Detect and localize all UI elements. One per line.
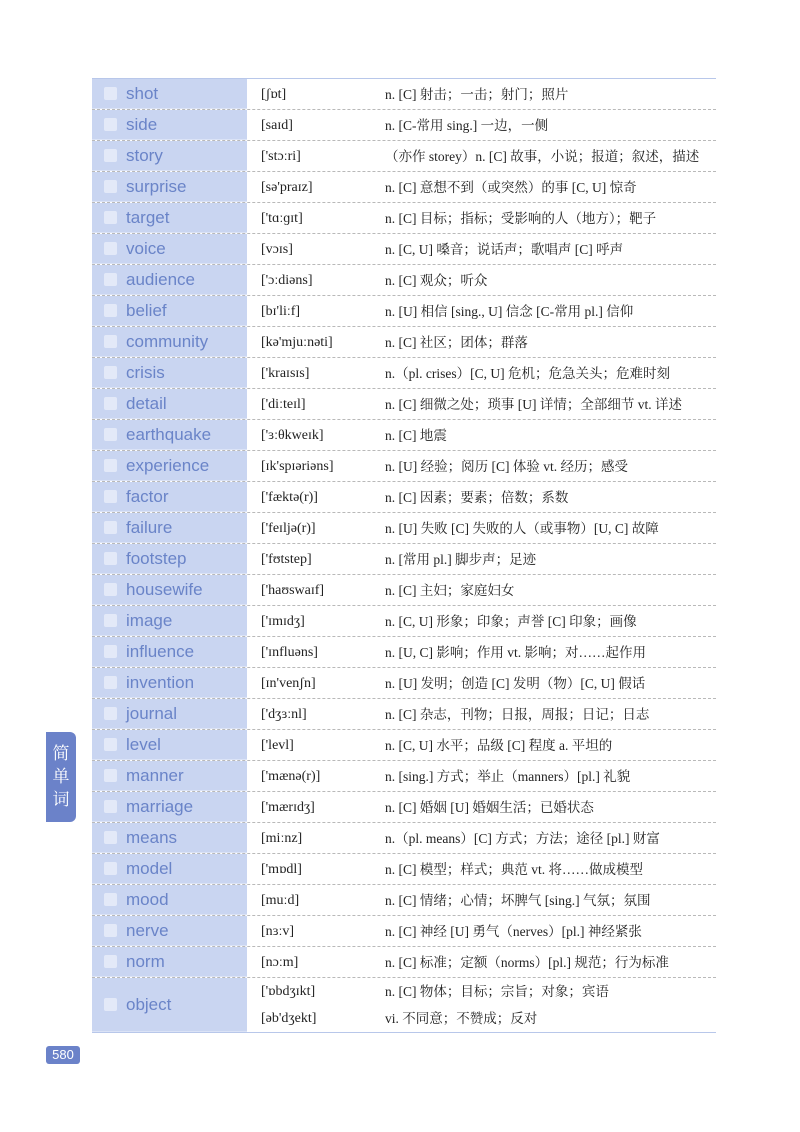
vocab-word: factor: [126, 486, 169, 506]
phonetic-cell: [247, 761, 377, 791]
vocab-word: target: [126, 207, 170, 227]
phonetic: ['kraɪsɪs]: [261, 365, 310, 381]
definition-cell: [377, 792, 716, 822]
phonetic-cell: [247, 79, 377, 109]
phonetic: ['ɪmɪdʒ]: [261, 613, 305, 629]
definition-cell: [377, 885, 716, 915]
definition: n. [C] 神经 [U] 勇气（nerves）[pl.] 神经紧张: [385, 923, 642, 939]
vocab-row: [92, 110, 716, 141]
definition: n. [C, U] 形象；印象；声誉 [C] 印象；画像: [385, 613, 637, 629]
phonetic: ['tɑːɡɪt]: [261, 210, 303, 226]
checkbox-icon[interactable]: [104, 366, 117, 379]
vocab-word: nerve: [126, 920, 169, 940]
vocab-row: [92, 885, 716, 916]
checkbox-icon[interactable]: [104, 521, 117, 534]
section-tab-char: 简: [52, 743, 70, 764]
word-cell: [92, 420, 247, 450]
vocab-row: [92, 575, 716, 606]
phonetic-cell: [247, 203, 377, 233]
word-cell: [92, 110, 247, 140]
checkbox-icon[interactable]: [104, 998, 117, 1011]
section-tab-char: 单: [52, 766, 70, 787]
phonetic-cell: [247, 420, 377, 450]
vocab-row: [92, 172, 716, 203]
word-cell: [92, 544, 247, 574]
definition: n. [U] 经验；阅历 [C] 体验 vt. 经历；感受: [385, 458, 628, 474]
word-cell: [92, 79, 247, 109]
phonetic-cell: [247, 823, 377, 853]
definition-cell: [377, 730, 716, 760]
definition-cell: [377, 358, 716, 388]
vocab-row: [92, 482, 716, 513]
definition-cell: [377, 172, 716, 202]
vocab-row: [92, 637, 716, 668]
definition-cell: [377, 389, 716, 419]
checkbox-icon[interactable]: [104, 490, 117, 503]
word-cell: [92, 947, 247, 977]
phonetic: [bɪ'liːf]: [261, 303, 301, 319]
word-cell: [92, 234, 247, 264]
vocab-word: norm: [126, 951, 165, 971]
checkbox-icon[interactable]: [104, 583, 117, 596]
vocab-word: housewife: [126, 579, 203, 599]
phonetic-cell: [247, 916, 377, 946]
definition-cell: [377, 637, 716, 667]
phonetic: ['mænə(r)]: [261, 768, 321, 784]
vocab-row: [92, 668, 716, 699]
phonetic-cell: [247, 978, 377, 1032]
word-cell: [92, 358, 247, 388]
definition: n. [C, U] 水平；品级 [C] 程度 a. 平坦的: [385, 737, 613, 753]
definition-cell: [377, 606, 716, 636]
definition-cell: [377, 854, 716, 884]
definition: n. [U] 失败 [C] 失败的人（或事物）[U, C] 故障: [385, 520, 659, 536]
definition: n. [sing.] 方式；举止（manners）[pl.] 礼貌: [385, 768, 631, 784]
vocab-row: [92, 389, 716, 420]
definition: n. [C] 物体；目标；宗旨；对象；宾语: [385, 984, 609, 999]
vocab-row: [92, 761, 716, 792]
vocab-word: footstep: [126, 548, 187, 568]
checkbox-icon[interactable]: [104, 707, 117, 720]
checkbox-icon[interactable]: [104, 459, 117, 472]
vocab-word: image: [126, 610, 173, 630]
definition: n. [C, U] 嗓音；说话声；歌唱声 [C] 呼声: [385, 241, 624, 257]
definition: n.（pl. means）[C] 方式；方法；途径 [pl.] 财富: [385, 830, 660, 846]
definition-cell: [377, 265, 716, 295]
vocab-row: [92, 854, 716, 885]
vocab-word: side: [126, 114, 158, 134]
vocab-row: [92, 544, 716, 575]
phonetic-cell: [247, 451, 377, 481]
vocab-word: belief: [126, 300, 167, 320]
word-cell: [92, 699, 247, 729]
definition: n. [C] 情绪；心情；坏脾气 [sing.] 气氛；氛围: [385, 892, 651, 908]
phonetic-cell: [247, 699, 377, 729]
vocab-row: [92, 699, 716, 730]
word-cell: [92, 203, 247, 233]
phonetic-cell: [247, 544, 377, 574]
vocab-word: mood: [126, 889, 169, 909]
phonetic-cell: [247, 668, 377, 698]
checkbox-icon[interactable]: [104, 862, 117, 875]
definition: n. [常用 pl.] 脚步声；足迹: [385, 551, 537, 567]
vocab-row: [92, 451, 716, 482]
vocab-word: audience: [126, 269, 196, 289]
word-cell: [92, 172, 247, 202]
vocab-word: earthquake: [126, 424, 212, 444]
word-cell: [92, 854, 247, 884]
phonetic-cell: [247, 947, 377, 977]
checkbox-icon[interactable]: [104, 893, 117, 906]
definition-cell: [377, 451, 716, 481]
word-cell: [92, 265, 247, 295]
definition-cell: [377, 823, 716, 853]
phonetic: ['stɔːri]: [261, 148, 301, 164]
phonetic: ['feɪljə(r)]: [261, 520, 316, 536]
phonetic: [ɪn'venʃn]: [261, 675, 316, 691]
vocab-word: invention: [126, 672, 195, 692]
checkbox-icon[interactable]: [104, 242, 117, 255]
definition: n.（pl. crises）[C, U] 危机；危急关头；危难时刻: [385, 365, 670, 381]
checkbox-icon[interactable]: [104, 118, 117, 131]
phonetic: [vɔɪs]: [261, 241, 293, 257]
phonetic: ['fæktə(r)]: [261, 489, 318, 505]
word-cell: [92, 792, 247, 822]
word-cell: [92, 296, 247, 326]
word-cell: [92, 606, 247, 636]
phonetic-cell: [247, 482, 377, 512]
vocab-row: [92, 296, 716, 327]
phonetic: ['levl]: [261, 737, 294, 753]
phonetic: [nɜːv]: [261, 923, 295, 939]
definition: n. [U, C] 影响；作用 vt. 影响；对……起作用: [385, 644, 646, 660]
vocab-word: means: [126, 827, 178, 847]
vocab-row: [92, 358, 716, 389]
definition-cell: [377, 761, 716, 791]
definition: n. [C] 地震: [385, 427, 447, 443]
phonetic: ['haʊswaɪf]: [261, 582, 325, 598]
vocab-row: [92, 978, 716, 1032]
phonetic-cell: [247, 141, 377, 171]
vocab-word: crisis: [126, 362, 165, 382]
checkbox-icon[interactable]: [104, 397, 117, 410]
word-cell: [92, 327, 247, 357]
word-cell: [92, 823, 247, 853]
vocab-word: detail: [126, 393, 167, 413]
phonetic: [saɪd]: [261, 117, 293, 133]
word-cell: [92, 668, 247, 698]
phonetic-cell: [247, 296, 377, 326]
phonetic: [əb'dʒekt]: [261, 1011, 317, 1026]
phonetic: ['mɒdl]: [261, 861, 302, 877]
definition-cell: [377, 668, 716, 698]
definition-cell: [377, 916, 716, 946]
checkbox-icon[interactable]: [104, 335, 117, 348]
section-tab: [46, 732, 76, 822]
word-cell: [92, 885, 247, 915]
phonetic-cell: [247, 730, 377, 760]
vocab-word: surprise: [126, 176, 187, 196]
definition: n. [U] 相信 [sing., U] 信念 [C-常用 pl.] 信仰: [385, 303, 634, 319]
vocab-word: level: [126, 734, 161, 754]
phonetic-cell: [247, 110, 377, 140]
phonetic: [miːnz]: [261, 830, 303, 846]
vocab-row: [92, 513, 716, 544]
phonetic: [ʃɒt]: [261, 86, 287, 102]
definition-cell: [377, 544, 716, 574]
vocab-word: community: [126, 331, 209, 351]
checkbox-icon[interactable]: [104, 273, 117, 286]
definition-cell: [377, 420, 716, 450]
definition: n. [U] 发明；创造 [C] 发明（物）[C, U] 假话: [385, 675, 646, 691]
definition: n. [C] 细微之处；琐事 [U] 详情；全部细节 vt. 详述: [385, 396, 682, 412]
checkbox-icon[interactable]: [104, 738, 117, 751]
phonetic: ['dʒɜːnl]: [261, 706, 307, 722]
vocab-word: failure: [126, 517, 173, 537]
phonetic: ['diːteɪl]: [261, 396, 306, 412]
vocab-word: experience: [126, 455, 210, 475]
section-tab-char: 词: [52, 789, 70, 810]
page-number: 580: [46, 1046, 80, 1064]
phonetic: [sə'praɪz]: [261, 179, 313, 195]
checkbox-icon[interactable]: [104, 769, 117, 782]
vocab-word: model: [126, 858, 173, 878]
definition-cell: [377, 203, 716, 233]
word-cell: [92, 637, 247, 667]
checkbox-icon[interactable]: [104, 831, 117, 844]
definition-cell: [377, 947, 716, 977]
phonetic-cell: [247, 854, 377, 884]
phonetic-cell: [247, 513, 377, 543]
definition-cell: [377, 327, 716, 357]
vocab-word: shot: [126, 83, 159, 103]
definition: n. [C] 婚姻 [U] 婚姻生活；已婚状态: [385, 799, 594, 815]
checkbox-icon[interactable]: [104, 955, 117, 968]
definition: vi. 不同意；不赞成；反对: [385, 1011, 538, 1026]
word-cell: [92, 916, 247, 946]
phonetic-cell: [247, 327, 377, 357]
vocab-row: [92, 265, 716, 296]
phonetic-cell: [247, 792, 377, 822]
definition: （亦作 storey）n. [C] 故事，小说；报道；叙述，描述: [385, 148, 700, 164]
word-cell: [92, 761, 247, 791]
definition: n. [C] 目标；指标；受影响的人（地方）；靶子: [385, 210, 657, 226]
definition-cell: [377, 513, 716, 543]
word-cell: [92, 389, 247, 419]
checkbox-icon[interactable]: [104, 645, 117, 658]
definition: n. [C] 社区；团体；群落: [385, 334, 528, 350]
phonetic-cell: [247, 575, 377, 605]
vocab-row: [92, 327, 716, 358]
vocab-row: [92, 947, 716, 978]
definition: n. [C] 模型；样式；典范 vt. 将……做成模型: [385, 861, 643, 877]
checkbox-icon[interactable]: [104, 87, 117, 100]
phonetic-cell: [247, 389, 377, 419]
phonetic: ['ɪnfluəns]: [261, 644, 318, 660]
phonetic: [ɪk'spɪəriəns]: [261, 458, 334, 474]
phonetic-cell: [247, 358, 377, 388]
vocab-word: voice: [126, 238, 166, 258]
checkbox-icon[interactable]: [104, 800, 117, 813]
phonetic: ['ɜːθkweɪk]: [261, 427, 324, 443]
vocab-row: [92, 234, 716, 265]
phonetic: ['mærɪdʒ]: [261, 799, 315, 815]
definition-cell: [377, 234, 716, 264]
vocab-word: journal: [126, 703, 178, 723]
word-cell: [92, 141, 247, 171]
checkbox-icon[interactable]: [104, 304, 117, 317]
phonetic: [muːd]: [261, 892, 300, 908]
checkbox-icon[interactable]: [104, 924, 117, 937]
vocab-row: [92, 823, 716, 854]
definition-cell: [377, 79, 716, 109]
definition: n. [C] 因素；要素；倍数；系数: [385, 489, 569, 505]
vocab-word: manner: [126, 765, 184, 785]
definition: n. [C-常用 sing.] 一边，一侧: [385, 117, 549, 133]
definition: n. [C] 标准；定额（norms）[pl.] 规范；行为标准: [385, 954, 669, 970]
phonetic: ['ɒbdʒɪkt]: [261, 984, 316, 999]
word-cell: [92, 575, 247, 605]
phonetic-cell: [247, 234, 377, 264]
vocab-row: [92, 141, 716, 172]
definition: n. [C] 观众；听众: [385, 272, 488, 288]
definition-cell: [377, 296, 716, 326]
word-cell: [92, 451, 247, 481]
vocab-row: [92, 916, 716, 947]
vocab-word: object: [126, 994, 172, 1014]
vocab-row: [92, 792, 716, 823]
definition-cell: [377, 575, 716, 605]
phonetic-cell: [247, 885, 377, 915]
definition-cell: [377, 978, 716, 1032]
definition: n. [C] 杂志，刊物；日报，周报；日记；日志: [385, 706, 650, 722]
phonetic-cell: [247, 606, 377, 636]
phonetic-cell: [247, 172, 377, 202]
vocab-word: marriage: [126, 796, 194, 816]
phonetic: ['ɔːdiəns]: [261, 272, 313, 288]
definition: n. [C] 主妇；家庭妇女: [385, 582, 515, 598]
definition-cell: [377, 141, 716, 171]
checkbox-icon[interactable]: [104, 614, 117, 627]
vocab-row: [92, 203, 716, 234]
vocab-row: [92, 420, 716, 451]
phonetic-cell: [247, 637, 377, 667]
phonetic: [nɔːm]: [261, 954, 299, 970]
vocab-word: influence: [126, 641, 195, 661]
checkbox-icon[interactable]: [104, 180, 117, 193]
vocab-row: [92, 79, 716, 110]
checkbox-icon[interactable]: [104, 552, 117, 565]
checkbox-icon[interactable]: [104, 676, 117, 689]
word-cell: [92, 978, 247, 1032]
definition-cell: [377, 482, 716, 512]
vocab-row: [92, 730, 716, 761]
definition-cell: [377, 699, 716, 729]
definition: n. [C] 意想不到（或突然）的事 [C, U] 惊奇: [385, 179, 637, 195]
phonetic: ['fʊtstep]: [261, 551, 312, 567]
definition-cell: [377, 110, 716, 140]
checkbox-icon[interactable]: [104, 428, 117, 441]
phonetic-cell: [247, 265, 377, 295]
checkbox-icon[interactable]: [104, 149, 117, 162]
vocabulary-table: [92, 78, 716, 1033]
word-cell: [92, 513, 247, 543]
vocab-row: [92, 606, 716, 637]
checkbox-icon[interactable]: [104, 211, 117, 224]
phonetic: [kə'mjuːnəti]: [261, 334, 333, 350]
word-cell: [92, 482, 247, 512]
vocab-word: story: [126, 145, 163, 165]
word-cell: [92, 730, 247, 760]
definition: n. [C] 射击；一击；射门；照片: [385, 86, 569, 102]
